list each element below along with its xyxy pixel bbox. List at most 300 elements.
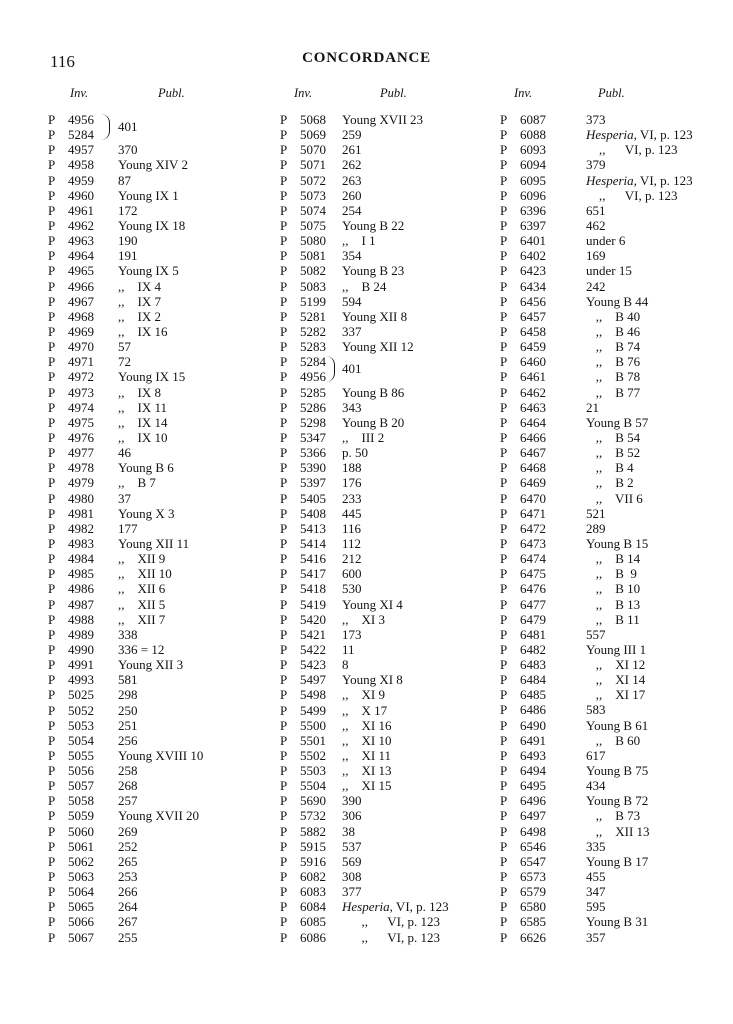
prefix: P [500,732,508,748]
publ-value: ,, XI 12 [586,657,646,673]
inv-number: 4980 [68,490,94,506]
inv-number: 6484 [520,672,546,688]
inv-number: 6402 [520,248,546,264]
prefix: P [500,233,508,249]
table-row [500,536,700,551]
table-row [280,914,480,929]
prefix: P [280,657,288,673]
inv-number: 4988 [68,611,94,627]
inv-number: 4975 [68,414,94,430]
table-row [48,324,253,339]
publ-value: 594 [342,293,362,309]
publ-value: 254 [342,202,362,218]
table-row [48,718,253,733]
inv-number: 5366 [300,445,326,461]
publ-value: 188 [342,460,362,476]
inv-number: 5405 [300,490,326,506]
prefix: P [500,354,508,370]
inv-number: 4982 [68,520,94,536]
concordance-column-3 [500,86,700,945]
inv-number: 4960 [68,187,94,203]
prefix: P [500,399,508,415]
inv-number: 4984 [68,551,94,567]
table-row [48,930,253,945]
inv-number: 6458 [520,323,546,339]
inv-number: 6479 [520,611,546,627]
inv-number: 5915 [300,838,326,854]
table-row [280,824,480,839]
inv-number: 6086 [300,929,326,945]
table-row [280,142,480,157]
inv-number: 5070 [300,142,326,158]
publ-value: 651 [586,202,606,218]
prefix: P [500,369,508,385]
prefix: P [280,869,288,885]
publ-value: ,, B 4 [586,460,634,476]
publ-value: 176 [342,475,362,491]
table-row [48,173,253,188]
inv-number: 6459 [520,339,546,355]
prefix: P [48,202,56,218]
prefix: P [48,884,56,900]
prefix: P [48,793,56,809]
prefix: P [500,323,508,339]
table-row [48,884,253,899]
publ-value: 377 [342,884,362,900]
table-row [500,445,700,460]
inv-number: 6434 [520,278,546,294]
prefix: P [48,112,56,127]
publ-value: ,, VI, p. 123 [586,142,678,158]
page-number: 116 [50,52,75,71]
table-row [48,354,253,369]
inv-number: 6475 [520,566,546,582]
table-row [280,354,480,369]
table-row [500,324,700,339]
publ-value: 242 [586,278,606,294]
publ-value: 261 [342,142,362,158]
prefix: P [280,127,288,143]
inv-number: 5068 [300,112,326,127]
publ-value: 521 [586,505,606,521]
inv-number: 6471 [520,505,546,521]
prefix: P [280,308,288,324]
table-row [500,733,700,748]
publ-value: ,, IX 16 [118,323,168,339]
column-rows [48,112,253,945]
publ-value: 335 [586,838,606,854]
prefix: P [500,414,508,430]
publ-value: 268 [118,778,138,794]
inv-header: Inv. [70,86,89,100]
prefix: P [48,566,56,582]
table-row [48,914,253,929]
inv-number: 5397 [300,475,326,491]
prefix: P [48,384,56,400]
publ-value: Hesperia, VI, p. 123 [586,172,693,188]
inv-number: 5499 [300,702,326,718]
publ-value: under 15 [586,263,632,279]
inv-number: 6094 [520,157,546,173]
inv-number: 4991 [68,657,94,673]
publ-value: ,, B 54 [586,429,641,445]
inv-number: 5284 [68,127,94,143]
inv-number: 5418 [300,581,326,597]
table-row [500,491,700,506]
prefix: P [500,475,508,491]
column-header [280,86,480,112]
prefix: P [48,263,56,279]
prefix: P [280,596,288,612]
table-row [500,339,700,354]
prefix: P [48,490,56,506]
table-row [280,415,480,430]
inv-number: 6396 [520,202,546,218]
table-row [280,173,480,188]
prefix: P [280,187,288,203]
prefix: P [280,414,288,430]
prefix: P [48,763,56,779]
table-row [500,551,700,566]
table-row [280,930,480,945]
inv-number: 5072 [300,172,326,188]
prefix: P [48,535,56,551]
publ-value: 338 [118,626,138,642]
table-row [48,672,253,687]
prefix: P [280,641,288,657]
publ-value: ,, B 77 [586,384,641,400]
prefix: P [48,869,56,885]
column-header [48,86,253,112]
publ-value: ,, B 13 [586,596,641,612]
inv-number: 6401 [520,233,546,249]
inv-number: 5732 [300,808,326,824]
prefix: P [48,248,56,264]
table-row [500,157,700,172]
publ-header: Publ. [598,86,625,100]
table-row [280,808,480,823]
prefix: P [500,551,508,567]
inv-number: 6485 [520,687,546,703]
prefix: P [280,914,288,930]
table-row [48,369,253,384]
table-row [48,491,253,506]
inv-number: 5285 [300,384,326,400]
prefix: P [48,369,56,385]
prefix: P [280,490,288,506]
table-row [48,233,253,248]
prefix: P [500,763,508,779]
prefix: P [280,354,288,370]
table-row [48,733,253,748]
prefix: P [500,217,508,233]
inv-number: 6497 [520,808,546,824]
inv-number: 5501 [300,732,326,748]
journal-title: Hesperia, [586,127,637,143]
inv-number: 4989 [68,626,94,642]
table-row [48,839,253,854]
table-row [280,703,480,718]
publ-value: 530 [342,581,362,597]
publ-value: ,, III 2 [342,429,385,445]
table-row [280,854,480,869]
inv-number: 5073 [300,187,326,203]
publ-value: ,, VI, p. 123 [342,929,440,945]
inv-number: 5064 [68,884,94,900]
publ-value: Young XII 3 [118,657,184,673]
prefix: P [48,747,56,763]
prefix: P [500,672,508,688]
inv-number: 4970 [68,339,94,355]
prefix: P [280,263,288,279]
concordance-column-1 [48,86,253,945]
table-row [500,248,700,263]
inv-number: 5421 [300,626,326,642]
prefix: P [280,399,288,415]
inv-number: 5408 [300,505,326,521]
table-row [500,748,700,763]
prefix: P [280,248,288,264]
publ-value: Hesperia, VI, p. 123 [342,899,449,915]
publ-value: ,, B 24 [342,278,387,294]
prefix: P [500,626,508,642]
publ-value: ,, XI 13 [342,763,392,779]
table-row [280,884,480,899]
table-row [48,566,253,581]
inv-number: 5390 [300,460,326,476]
publ-value: 569 [342,853,362,869]
table-row [280,203,480,218]
publ-value: ,, B 52 [586,445,641,461]
inv-number: 5052 [68,702,94,718]
prefix: P [280,899,288,915]
inv-number: 5497 [300,672,326,688]
inv-number: 5060 [68,823,94,839]
inv-number: 6494 [520,763,546,779]
inv-number: 4964 [68,248,94,264]
prefix: P [280,672,288,688]
publ-value: ,, XII 5 [118,596,166,612]
prefix: P [500,914,508,930]
inv-number: 5504 [300,778,326,794]
prefix: P [280,505,288,521]
prefix: P [500,853,508,869]
publ-value: Young III 1 [586,641,647,657]
prefix: P [48,142,56,158]
table-row [48,203,253,218]
table-row [280,748,480,763]
publ-value: ,, B 7 [118,475,156,491]
publ-value: ,, VI, p. 123 [586,187,678,203]
prefix: P [280,202,288,218]
publ-value: 298 [118,687,138,703]
prefix: P [500,429,508,445]
publ-value: 112 [342,535,362,551]
prefix: P [280,445,288,461]
publ-value: 537 [342,838,362,854]
publ-value: 455 [586,869,606,885]
prefix: P [48,914,56,930]
inv-number: 6481 [520,626,546,642]
table-row [48,400,253,415]
publ-value: Young XII 11 [118,535,190,551]
table-row [500,127,700,142]
publ-value: 595 [586,899,606,915]
prefix: P [48,838,56,854]
prefix: P [500,187,508,203]
table-row [500,566,700,581]
publ-value: Young IX 18 [118,218,186,233]
publ-value: 259 [342,127,362,143]
inv-number: 5058 [68,793,94,809]
table-row [500,173,700,188]
prefix: P [280,551,288,567]
inv-number: 5075 [300,217,326,233]
publ-value: ,, B 78 [586,369,641,385]
table-row [280,339,480,354]
prefix: P [280,339,288,355]
table-row [500,597,700,612]
publ-value: ,, IX 4 [118,278,161,294]
inv-number: 6088 [520,127,546,143]
prefix: P [500,641,508,657]
column-rows [280,112,480,354]
prefix: P [500,293,508,309]
table-row [500,763,700,778]
inv-number: 5882 [300,823,326,839]
inv-number: 6082 [300,869,326,885]
prefix: P [48,323,56,339]
publ-value: 250 [118,702,138,718]
prefix: P [48,899,56,915]
bracket-entry [280,354,480,384]
publ-value: 260 [342,187,362,203]
table-row [280,188,480,203]
prefix: P [500,202,508,218]
publ-value: Young IX 5 [118,263,179,279]
prefix: P [500,687,508,703]
table-row [48,112,253,127]
table-row [48,142,253,157]
prefix: P [280,460,288,476]
publ-value: 289 [586,520,606,536]
prefix: P [280,369,288,385]
publ-value: 256 [118,732,138,748]
prefix: P [48,278,56,294]
table-row [48,157,253,172]
table-row [48,536,253,551]
inv-number: 6083 [300,884,326,900]
table-row [500,672,700,687]
table-row [48,869,253,884]
table-row [280,263,480,278]
publ-value: ,, XII 9 [118,551,166,567]
publ-value: ,, XI 3 [342,611,385,627]
publ-value: ,, B 40 [586,308,641,324]
publ-value: ,, B 9 [586,566,637,582]
publ-value: 462 [586,217,606,233]
table-row [280,218,480,233]
inv-number: 5281 [300,308,326,324]
prefix: P [500,157,508,173]
inv-number: 4985 [68,566,94,582]
publ-value: 390 [342,793,362,809]
table-row [500,188,700,203]
inv-number: 5065 [68,899,94,915]
publ-value: 379 [586,157,606,173]
publ-value: 87 [118,172,131,188]
table-row [280,657,480,672]
publ-value: ,, XI 17 [586,687,646,703]
publ-value: ,, X 17 [342,702,388,718]
table-row [48,521,253,536]
prefix: P [500,263,508,279]
inv-number: 5082 [300,263,326,279]
table-row [500,385,700,400]
publ-value: 8 [342,657,349,673]
publ-value: 233 [342,490,362,506]
prefix: P [48,641,56,657]
prefix: P [280,611,288,627]
publ-value: Young X 3 [118,505,175,521]
prefix: P [48,187,56,203]
publ-value: 173 [342,626,362,642]
inv-number: 5063 [68,869,94,885]
inv-number: 6397 [520,217,546,233]
concordance-column-2 [280,86,480,945]
table-row [500,839,700,854]
prefix: P [48,475,56,491]
publ-value: 11 [342,641,355,657]
table-row [48,475,253,490]
inv-number: 6472 [520,520,546,536]
inv-number: 6096 [520,187,546,203]
publ-value: Young XII 8 [342,308,408,324]
prefix: P [500,929,508,945]
inv-number: 4986 [68,581,94,597]
inv-number: 6490 [520,717,546,733]
table-row [500,369,700,384]
inv-number: 5298 [300,414,326,430]
table-row [280,718,480,733]
publ-value: Young XVII 20 [118,808,200,824]
inv-number: 6476 [520,581,546,597]
prefix: P [48,626,56,642]
prefix: P [280,384,288,400]
inv-number: 5080 [300,233,326,249]
publ-value: 212 [342,551,362,567]
table-row [48,188,253,203]
publ-value: 252 [118,838,138,854]
prefix: P [280,823,288,839]
publ-value: ,, B 73 [586,808,641,824]
inv-number: 4962 [68,218,94,233]
prefix: P [500,308,508,324]
inv-number: 5283 [300,339,326,355]
publ-value: 343 [342,399,362,415]
prefix: P [280,626,288,642]
publ-value: Young IX 15 [118,369,186,385]
publ-value: 57 [118,339,131,355]
table-row [48,642,253,657]
inv-header: Inv. [514,86,533,100]
prefix: P [280,323,288,339]
inv-number: 6546 [520,838,546,854]
prefix: P [500,657,508,673]
table-row [280,733,480,748]
prefix: P [48,551,56,567]
inv-number: 4963 [68,233,94,249]
